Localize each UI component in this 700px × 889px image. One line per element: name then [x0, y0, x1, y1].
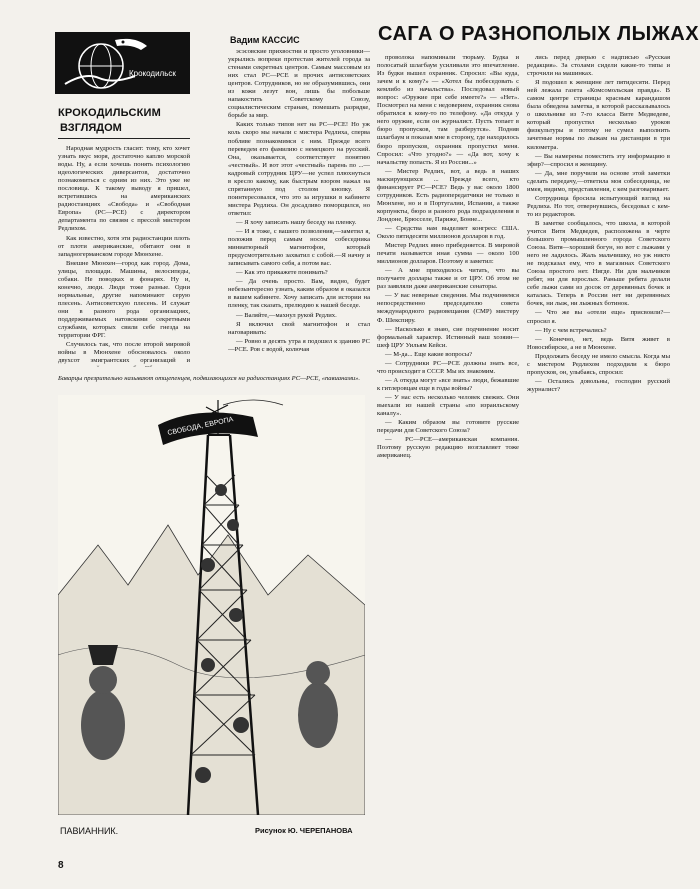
- paragraph: — М-да... Еще какие вопросы?: [385, 350, 473, 358]
- paragraph: — Да очень просто. Вам, видно, будет небезынтересно узнать, каким образом я оказался в вашем кабинете. Хочу записать для истории на пленку, так сказать, прелюдию к нашей беседе.: [228, 278, 370, 310]
- rubric-badge: [55, 32, 190, 94]
- radio-tower-cartoon-icon: [58, 395, 365, 815]
- paragraph: — У нас есть несколько человек свежих. Они выехали из нашей страны «по израильскому каналу».: [377, 393, 519, 418]
- paragraph: — И я тоже, с вашего позволения,—заметил я, положив перед самым носом собеседника миниатюрный магнитофон, который предусмотрительно захватил с собой.—Я начну и записывать самого себя, а потом вас.: [228, 228, 370, 268]
- paragraph: — Что же вы «отели еще» присвоили?—спросил я.: [527, 309, 670, 325]
- rubric-title: КРОКОДИЛЬСКИМ: [58, 107, 162, 119]
- rubric-divider: [58, 138, 190, 139]
- paragraph: — Каким образом вы готовите русские передачи для Советского Союза?: [377, 419, 519, 435]
- article-headline: САГА О РАЗНОПОЛЫХ ЛЫЖАХ: [378, 23, 700, 45]
- paragraph: лись перед дверью с надписью «Русская редакция». За столами сидели какие-то типы и строчили на машинках.: [527, 54, 670, 78]
- paragraph: проволока напоминали тюрьму. Будка и полосатый шлагбаум усиливали это впечатление. Из будки вышел охранник. Спросил: «Вы куда, зачем и к кому?» — «Хотел бы побеседовать с кемлибо из начальства». Последовал новый вопрос: «Оружие при себе имеете?» — «Нет». Посмотрел на меня с недоверием, охранник снова обратился к кому-то по телефону. «Да откуда у него оружие, если он журналист. Пусть топает в бюро пропусков, там разберутся». Подняв шлагбаум и показав мне в сторону, где находилось бюро пропусков, охранник пропустил меня. Спросил: «Что угодно?» — «Да вот, хочу к начальству попасть. Я из России...»: [377, 54, 519, 166]
- rubric-badge-text: Крокодильск: [129, 69, 176, 78]
- paragraph: — Как это прикажете понимать?: [236, 269, 328, 277]
- paragraph: Народная мудрость гласит: тому, кто хочет узнать вкус моря, достаточно каплю морской воды. Ну, а если хочешь понять психологию идеологических диверсантов, достаточно познакомиться с одним из них. Это уже не пословица. К такому выводу я пришел, встретившись на американских радиостанциях «Свобода» и «Свободная Европа» (РС—РСЕ) с директором департамента по связям с прессой мистером Редлихом.: [58, 145, 190, 233]
- paragraph: Я включил свой магнитофон и стал наговаривать:: [228, 320, 370, 336]
- paragraph: — Мистер Редлих, вот, а ведь в наших маскирующихся ... Прежде всего, кто финансирует РС—РСЕ? Ведь у вас около 1800 сотрудников. Есть радиопередатчики не только в Мюнхене, но и в Португалии, Испании, а также корпункты, бюро и разного рода подразделения в Лондоне, Брюсселе, Париже, Бонне...: [377, 167, 519, 223]
- paragraph: — Я хочу записать нашу беседу на пленку.: [236, 218, 357, 226]
- text-column-3: [377, 54, 519, 849]
- illustration-label: ПАВИАННИК.: [60, 826, 119, 836]
- paragraph: — А откуда могут «все знать» люди, бежавшие к гитлеровцам еще в годы войны?: [377, 376, 519, 392]
- paragraph: — Валяйте,—махнул рукой Редлих.: [236, 311, 337, 319]
- article-author: Вадим КАССИС: [230, 35, 300, 45]
- text-column-2: [228, 48, 370, 370]
- illustration-caption: Баварцы презрительно называют отщепенцев, подвизающихся на радиостанциях РС—РСЕ, «павианами».: [58, 375, 361, 382]
- illustration-credit: Рисунок Ю. ЧЕРЕПАНОВА: [255, 826, 353, 835]
- paragraph: — РС—РСЕ—американская компания. Поэтому русскую редакцию возглавляет тоже американец.: [377, 436, 519, 460]
- illustration-cartoon: [58, 395, 365, 815]
- paragraph: Каких только типов нет на РС—РСЕ! Но уж коль скоро мы начали с мистера Редлиха, сперва побливе познакомимся с ним. Прежде всего переведем его фамилию с немецкого на русский. Она, оказывается, соответствует понятию «честный». И вот этот «честный» парень по ...—кадровый сотрудник ЦРУ—не успел плюхнуться в кресло какому, как быстрым взором нажал на спрятанную под столом кнопку. Я поинтересовался, что это за игрушки в кабинете мистера Редлиха. Он досадливо поморщился, но ответил:: [228, 121, 370, 217]
- paragraph: Продолжать беседу не имело смысла. Когда мы с мистером Редлихом подходили к бюро пропусков, он, улыбаясь, спросил:: [527, 352, 670, 376]
- paragraph: — Ровно в десять утра я подошел к зданию РС—РСЕ. Ров с водой, колючая: [228, 337, 370, 353]
- paragraph: — У вас неверные сведения. Мы подчиняемся непосредственно председателю совета международного радиовещания (СМР) мистеру Ф. Шекспиру.: [377, 292, 519, 324]
- paragraph: Случилось так, что после второй мировой войны в Мюнхене обосновалось около двухсот эмигрантских организаций и: [58, 341, 190, 365]
- paragraph: — Сотрудники РС—РСЕ должны знать все, что происходит в СССР. Мы их знакомим.: [377, 359, 519, 375]
- paragraph: — Да, мне поручили на основе этой заметки сделать передачу,—ответила моя собеседница, не имея, видимо, представления, с кем разговаривает.: [527, 169, 670, 193]
- paragraph: Внешне Мюнхен—город как город. Дома, улицы, площади. Машины, велосипеды, собаки. Не поводках и фонарях. Ну и, конечно, люди. Люди тоже разные. Одни нормальные, другие напоминают серую плесень. Антисоветскую плесень. И служат они в разного рода организациях, поддерживаемых натовскими секретными службами, которых свили себе гнезда на территории ФРГ.: [58, 259, 190, 340]
- paragraph: Как известно, хотя эти радиостанции плоть от плоти американские, обитают они в западногерманском городе Мюнхене.: [58, 234, 190, 258]
- paragraph: Сотрудница бросила испытующий взгляд на Редлиха. Но тот, отвернувшись, беседовал с кем-то из редакторов.: [527, 194, 670, 218]
- paragraph: эсэсовские прихвостни и просто уголовники—укрылись вопреки протестам жителей города за стенами секретных центров. Самым массовым из них стал РС—РСЕ и прочих антисоветских центров. Сотрудников, но не образумившись, они из кожи лезут вон, лишь бы побольше напакостить Советскому Союзу, социалистическим странам, помешать разрядке, борьбе за мир.: [228, 48, 370, 120]
- paragraph: — Конечно, нет, ведь Витя живет в Новосибирске, а не в Мюнхене.: [527, 335, 670, 351]
- paragraph: — Остались довольны, господин русский журналист?: [527, 377, 670, 393]
- text-column-1: [58, 145, 190, 367]
- paragraph: — Вы намерены поместить эту информацию в эфир?—спросил я женщину.: [527, 152, 670, 168]
- paragraph: — Средства нам выделяет конгресс США. Около пятидесяти миллионов долларов в год.: [377, 224, 519, 241]
- paragraph: — Ну с чем встречались?: [535, 326, 607, 334]
- paragraph: В заметке сообщалось, что школа, в которой учится Витя Медведев, расположена в черте большого промышленного города Советского Союза. Витя—хороший богун, но вот с лыжами у него не ладилось. Жаль мальчишку, но уж никто не подсказал ему, что в магазинах Советского Союза простого нет. Нигде. Ни для мальчиков ребят, ни для взрослых. Раньше ребята делали себе лыжи сами из досок от деревянных бочек и каталась. Теперь в России нет ни деревянных бочек, ни лыж, ни лыжных ботинок.: [527, 219, 670, 308]
- tower-banner-text: СВОБОДА, ЕВРОПА: [166, 416, 234, 437]
- page-number: 8: [58, 860, 64, 871]
- paragraph: — Насколько я знаю, сие подчинение носит формальный характер. Истинный ваш хозяин—шеф ЦРУ Уильям Кейси.: [377, 325, 519, 349]
- paragraph: Я подошел к женщине лет пятидесяти. Перед ней лежала газета «Комсомольская правда». В самом центре страницы красным карандашом была обведена заметка, в которой рассказывалось о школьнике из 7-го класса Вите Медведеве, который пропустил несколько уроков физкультуры и потому не сумел выполнить зачетные нормы по лыжам на дистанции в три километра.: [527, 79, 670, 151]
- rubric-subtitle: ВЗГЛЯДОМ: [60, 122, 122, 134]
- paragraph: — А мне приходилось читать, что вы получаете доллары также и от ЦРУ. Об этом не раз заявляли даже американские сенаторы.: [377, 267, 519, 291]
- crocodile-globe-icon: [55, 32, 190, 94]
- text-column-4: [527, 54, 670, 849]
- paragraph: Мистер Редлих явно прибедняется. В мировой печати называется иная сумма — около 100 миллионов долларов. Поэтому я заметил:: [377, 242, 519, 266]
